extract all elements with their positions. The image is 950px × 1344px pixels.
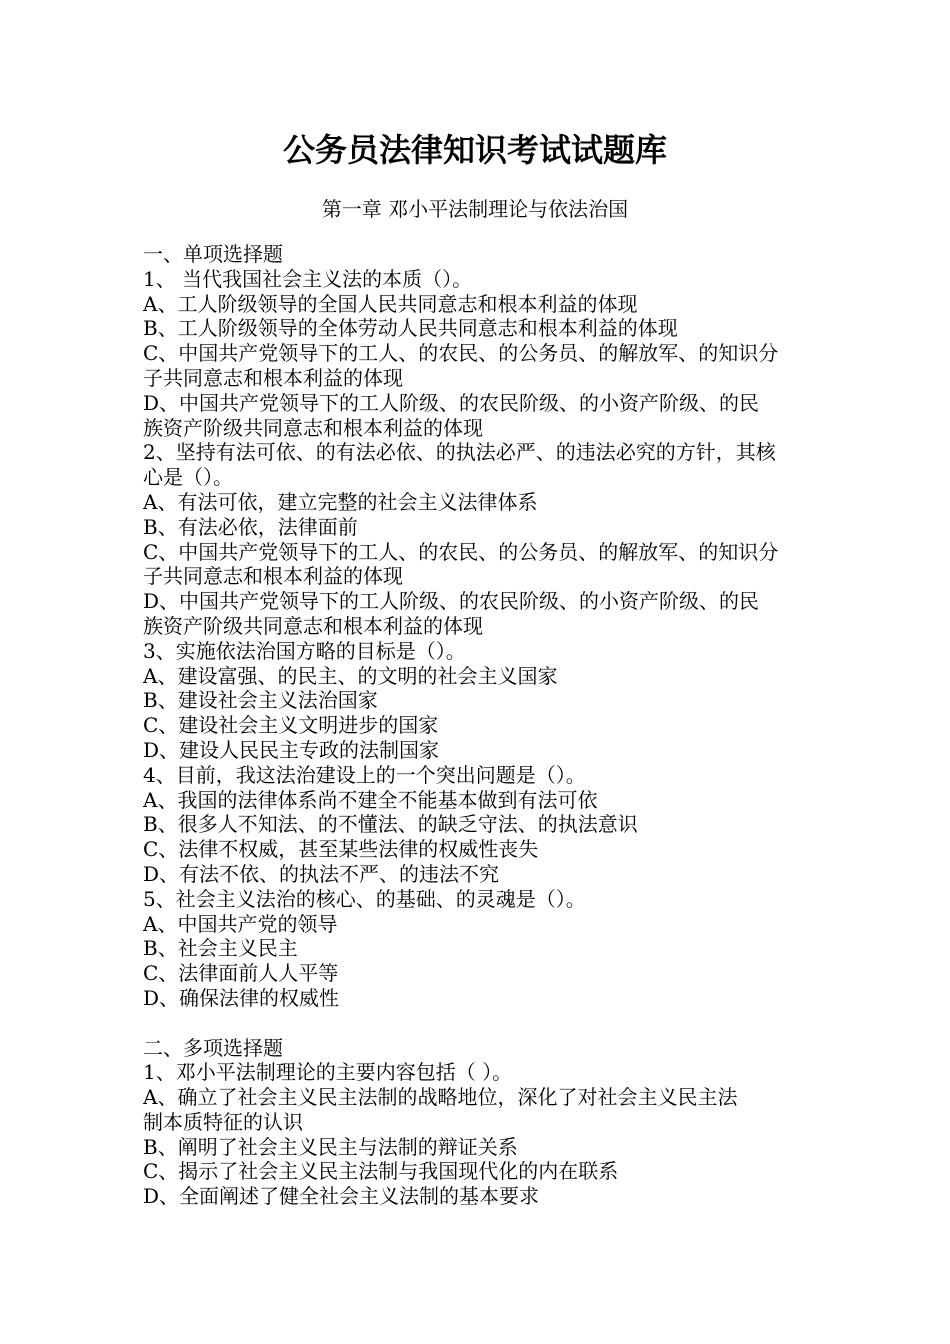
option-text: C、建设社会主义文明进步的国家	[143, 713, 439, 738]
chapter-title: 第一章 邓小平法制理论与依法治国	[321, 197, 629, 221]
section-heading: 二、多项选择题	[143, 1035, 283, 1060]
question-text: 1、 当代我国社会主义法的本质（）。	[143, 266, 473, 291]
option-text: A、工人阶级领导的全国人民共同意志和根本利益的体现	[143, 291, 638, 316]
question-text: 4、目前，我这法治建设上的一个突出问题是（）。	[143, 762, 586, 787]
question-text: 1、邓小平法制理论的主要内容包括（ ）。	[143, 1060, 513, 1085]
option-text: C、法律面前人人平等	[143, 961, 339, 986]
option-text: A、中国共产党的领导	[143, 911, 338, 936]
option-text: B、建设社会主义法治国家	[143, 688, 378, 713]
option-text: B、有法必依，法律面前	[143, 514, 358, 539]
option-text: A、建设富强、的民主、的文明的社会主义国家	[143, 663, 558, 688]
option-text: A、我国的法律体系尚不建全不能基本做到有法可依	[143, 787, 598, 812]
option-text: B、阐明了社会主义民主与法制的辩证关系	[143, 1134, 518, 1159]
option-text: D、中国共产党领导下的工人阶级、的农民阶级、的小资产阶级、的民	[143, 390, 760, 415]
option-text-continued: 族资产阶级共同意志和根本利益的体现	[143, 415, 483, 440]
section-spacer	[143, 1011, 807, 1036]
document-title: 公务员法律知识考试试题库	[282, 131, 667, 169]
section-single-choice	[143, 242, 807, 1011]
option-text: D、确保法律的权威性	[143, 985, 340, 1010]
question-text: 2、坚持有法可依、的有法必依、的执法必严、的违法必究的方针，其核	[143, 440, 776, 465]
question-text: 3、实施依法治国方略的目标是（）。	[143, 638, 466, 663]
option-text: B、很多人不知法、的不懂法、的缺乏守法、的执法意识	[143, 812, 638, 837]
section-heading: 一、单项选择题	[143, 242, 283, 266]
option-text: A、确立了社会主义民主法制的战略地位，深化了对社会主义民主法	[143, 1085, 738, 1110]
section-multiple-choice	[143, 1036, 807, 1210]
question-text: 5、社会主义法治的核心、的基础、的灵魂是（）。	[143, 886, 586, 911]
option-text: B、社会主义民主	[143, 936, 298, 961]
option-text: A、有法可依，建立完整的社会主义法律体系	[143, 489, 538, 514]
option-text: D、建设人民民主专政的法制国家	[143, 737, 440, 762]
option-text: C、揭示了社会主义民主法制与我国现代化的内在联系	[143, 1159, 619, 1184]
option-text-continued: 子共同意志和根本利益的体现	[143, 365, 403, 390]
option-text: C、中国共产党领导下的工人、的农民、的公务员、的解放军、的知识分	[143, 539, 779, 564]
option-text-continued: 族资产阶级共同意志和根本利益的体现	[143, 613, 483, 638]
document-body	[143, 242, 807, 1209]
option-text: C、法律不权威，甚至某些法律的权威性丧失	[143, 837, 539, 862]
option-text: B、工人阶级领导的全体劳动人民共同意志和根本利益的体现	[143, 316, 678, 341]
option-text: D、有法不依、的执法不严、的违法不究	[143, 861, 500, 886]
option-text-continued: 制本质特征的认识	[143, 1109, 303, 1134]
option-text-continued: 子共同意志和根本利益的体现	[143, 564, 403, 589]
option-text: D、中国共产党领导下的工人阶级、的农民阶级、的小资产阶级、的民	[143, 589, 760, 614]
option-text: D、全面阐述了健全社会主义法制的基本要求	[143, 1184, 540, 1209]
option-text: C、中国共产党领导下的工人、的农民、的公务员、的解放军、的知识分	[143, 341, 779, 366]
question-text-continued: 心是（）。	[143, 465, 233, 490]
